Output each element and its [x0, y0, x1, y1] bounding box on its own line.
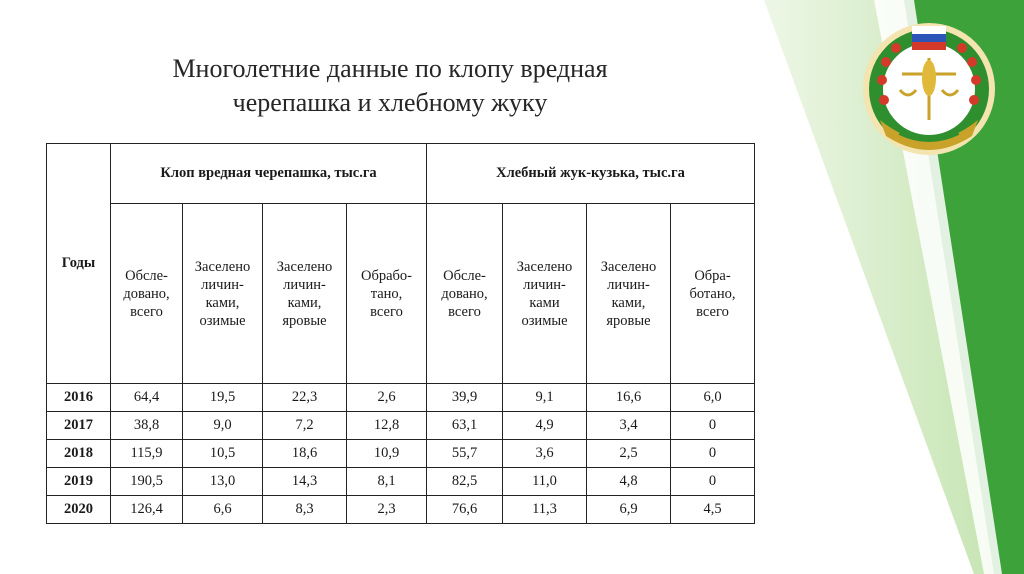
title-line-2: черепашка и хлебному жуку — [232, 88, 548, 117]
subcolumn-header — [263, 204, 347, 384]
value-cell: 4,5 — [671, 496, 755, 524]
value-cell: 76,6 — [427, 496, 503, 524]
subcolumn-header-line: довано, — [123, 285, 170, 302]
value-cell: 82,5 — [427, 468, 503, 496]
value-cell: 6,9 — [587, 496, 671, 524]
year-cell: 2018 — [47, 440, 111, 468]
table-row — [47, 412, 755, 440]
value-cell: 10,5 — [183, 440, 263, 468]
table-row — [47, 384, 755, 412]
subcolumn-header — [427, 204, 503, 384]
value-cell: 64,4 — [111, 384, 183, 412]
value-cell: 3,4 — [587, 412, 671, 440]
subcolumn-header-line: озимые — [199, 312, 246, 329]
value-cell: 126,4 — [111, 496, 183, 524]
page-title — [100, 52, 680, 120]
value-cell: 22,3 — [263, 384, 347, 412]
value-cell: 16,6 — [587, 384, 671, 412]
subcolumn-header-line: Обрабо- — [361, 267, 412, 284]
subcolumn-header-line: Заселено — [600, 258, 657, 275]
group-header-klop: Клоп вредная черепашка, тыс.га — [111, 144, 427, 204]
value-cell: 63,1 — [427, 412, 503, 440]
subcolumn-header-line: ками, — [205, 294, 240, 311]
value-cell: 9,1 — [503, 384, 587, 412]
value-cell: 11,3 — [503, 496, 587, 524]
header-row-subcolumns — [47, 204, 755, 384]
subcolumn-header-line: ботано, — [689, 285, 736, 302]
value-cell: 12,8 — [347, 412, 427, 440]
header-row-groups — [47, 144, 755, 204]
subcolumn-header — [347, 204, 427, 384]
table-body — [47, 384, 755, 524]
value-cell: 19,5 — [183, 384, 263, 412]
subcolumn-header-line: всего — [370, 303, 403, 320]
subcolumn-header — [503, 204, 587, 384]
value-cell: 14,3 — [263, 468, 347, 496]
value-cell: 0 — [671, 468, 755, 496]
value-cell: 11,0 — [503, 468, 587, 496]
subcolumn-header-line: Заселено — [516, 258, 573, 275]
subcolumn-header-line: яровые — [282, 312, 327, 329]
value-cell: 13,0 — [183, 468, 263, 496]
subcolumn-header — [587, 204, 671, 384]
value-cell: 8,1 — [347, 468, 427, 496]
value-cell: 6,0 — [671, 384, 755, 412]
table-row — [47, 468, 755, 496]
value-cell: 2,5 — [587, 440, 671, 468]
subcolumn-header-line: личин- — [523, 276, 566, 293]
year-cell: 2019 — [47, 468, 111, 496]
value-cell: 10,9 — [347, 440, 427, 468]
value-cell: 0 — [671, 440, 755, 468]
subcolumn-header-line: всего — [130, 303, 163, 320]
table-row — [47, 440, 755, 468]
value-cell: 39,9 — [427, 384, 503, 412]
subcolumn-header-line: всего — [448, 303, 481, 320]
subcolumn-header-line: тано, — [370, 285, 403, 302]
value-cell: 2,6 — [347, 384, 427, 412]
subcolumn-header-line: Обра- — [694, 267, 731, 284]
value-cell: 38,8 — [111, 412, 183, 440]
subcolumn-header-line: личин- — [201, 276, 244, 293]
year-cell: 2016 — [47, 384, 111, 412]
value-cell: 2,3 — [347, 496, 427, 524]
subcolumn-header-line: ками, — [287, 294, 322, 311]
year-cell: 2020 — [47, 496, 111, 524]
value-cell: 4,9 — [503, 412, 587, 440]
data-table — [46, 143, 755, 524]
value-cell: 0 — [671, 412, 755, 440]
value-cell: 55,7 — [427, 440, 503, 468]
subcolumn-header-line: яровые — [606, 312, 651, 329]
subcolumn-header-line: Обсле- — [443, 267, 486, 284]
value-cell: 9,0 — [183, 412, 263, 440]
subcolumn-header-line: ками — [529, 294, 560, 311]
value-cell: 115,9 — [111, 440, 183, 468]
subcolumn-header — [111, 204, 183, 384]
year-cell: 2017 — [47, 412, 111, 440]
subcolumn-header-line: личин- — [607, 276, 650, 293]
subcolumn-header — [671, 204, 755, 384]
subcolumn-header-line: Заселено — [194, 258, 251, 275]
title-line-1: Многолетние данные по клопу вредная — [172, 54, 608, 83]
subcolumn-header-line: ками, — [611, 294, 646, 311]
value-cell: 18,6 — [263, 440, 347, 468]
value-cell: 190,5 — [111, 468, 183, 496]
subcolumn-header-line: всего — [696, 303, 729, 320]
subcolumn-header-line: личин- — [283, 276, 326, 293]
year-column-header: Годы — [47, 144, 111, 384]
value-cell: 3,6 — [503, 440, 587, 468]
value-cell: 8,3 — [263, 496, 347, 524]
subcolumn-header-line: довано, — [441, 285, 488, 302]
subcolumn-header-line: Обсле- — [125, 267, 168, 284]
value-cell: 6,6 — [183, 496, 263, 524]
subcolumn-header — [183, 204, 263, 384]
group-header-zhuk: Хлебный жук-кузька, тыс.га — [427, 144, 755, 204]
value-cell: 7,2 — [263, 412, 347, 440]
table-row — [47, 496, 755, 524]
value-cell: 4,8 — [587, 468, 671, 496]
subcolumn-header-line: Заселено — [276, 258, 333, 275]
subcolumn-header-line: озимые — [521, 312, 568, 329]
rosselhozcenter-emblem-logo — [860, 20, 998, 158]
